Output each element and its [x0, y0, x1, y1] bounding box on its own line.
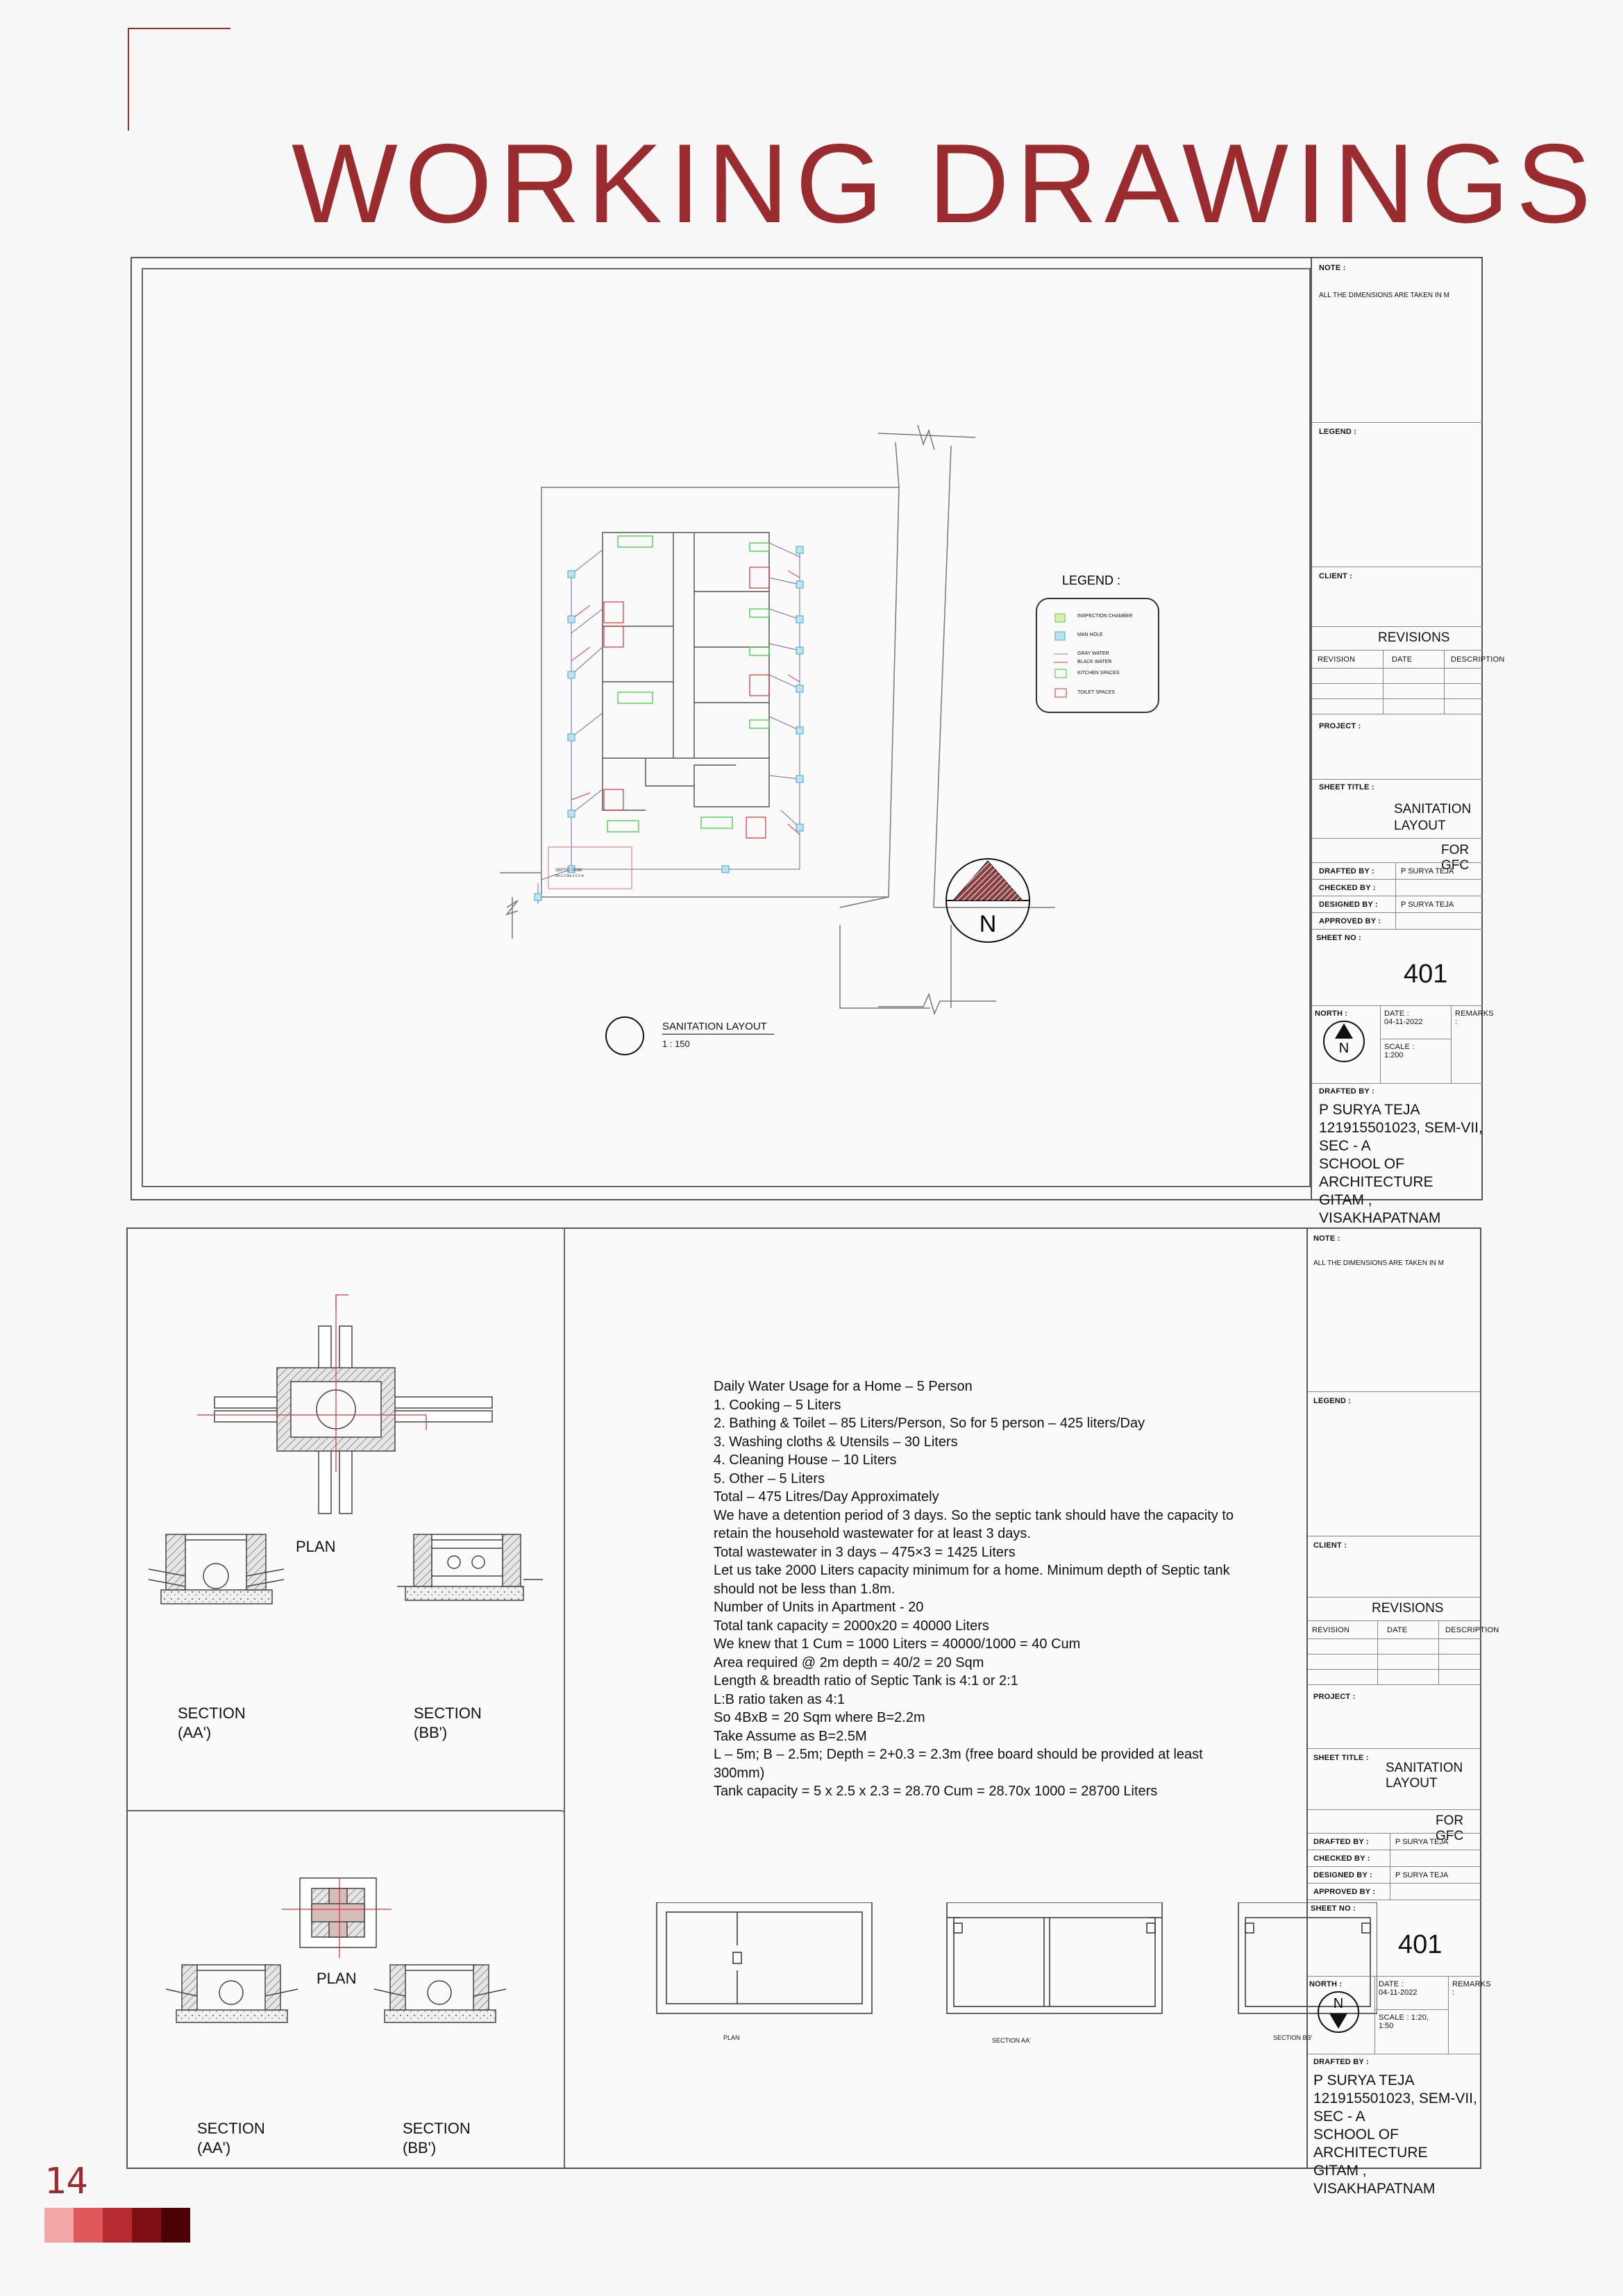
for-gfc-2: FOR GFC	[1436, 1813, 1464, 1843]
scale-label: SCALE :	[1384, 1043, 1415, 1051]
page-number: 14	[44, 2161, 88, 2202]
calc-line: 5. Other – 5 Liters	[714, 1470, 825, 1486]
calc-line: 4. Cleaning House – 10 Liters	[714, 1452, 897, 1468]
title-block-bottom	[1306, 1229, 1499, 2197]
color-swatches	[44, 2208, 190, 2243]
drafted-by-label-b2: DRAFTED BY :	[1313, 2058, 1369, 2066]
student-university-b: GITAM , VISAKHAPATNAM	[1313, 2163, 1436, 2197]
student-name-b: P SURYA TEJA	[1313, 2072, 1415, 2088]
revisions-title-2: REVISIONS	[1372, 1601, 1444, 1616]
designed-by: P SURYA TEJA	[1401, 900, 1454, 909]
lower-plan-label: PLAN	[317, 1970, 357, 1987]
designed-by-b: P SURYA TEJA	[1395, 1871, 1449, 1879]
septic-tank-calculation	[714, 1377, 1241, 1801]
date-value-b: 04-11-2022	[1379, 1988, 1418, 1997]
note-text: ALL THE DIMENSIONS ARE TAKEN IN M	[1319, 292, 1450, 299]
rev-col-description-2: DESCRIPTION	[1445, 1626, 1499, 1634]
top-drawing-sheet	[131, 257, 1505, 1226]
septic-tank-dim: 5m x 2.5m x 2.3 m	[555, 874, 585, 878]
calc-line: L:B ratio taken as 4:1	[714, 1691, 846, 1707]
drafted-by-label: DRAFTED BY :	[1319, 867, 1374, 875]
scale-value-b: 1:50	[1379, 2022, 1394, 2030]
swatch-4	[132, 2208, 161, 2243]
tank-section-bb-label: SECTION BB'	[1273, 2034, 1313, 2041]
date-value: 04-11-2022	[1384, 1018, 1423, 1026]
date-label-b: DATE :	[1379, 1980, 1404, 1988]
client-label: CLIENT :	[1319, 572, 1353, 580]
caption-circle-icon	[604, 1015, 646, 1057]
corner-bracket	[128, 28, 230, 131]
legend-manhole: MAN HOLE	[1077, 632, 1103, 637]
student-info	[1319, 1101, 1483, 1227]
lower-section-bb-label: SECTION (BB')	[403, 2120, 471, 2156]
manhole-drawings-clean	[128, 1229, 562, 2166]
legend-kitchen: KITCHEN SPACES	[1077, 671, 1120, 676]
north-letter: N	[1338, 1041, 1349, 1056]
note-label-2: NOTE :	[1313, 1234, 1340, 1243]
sheet-no-label-b: SHEET NO :	[1311, 1904, 1356, 1913]
septic-tank-drawings	[614, 1902, 1377, 2041]
rev-col-revision: REVISION	[1318, 655, 1356, 664]
calc-line: Length & breadth ratio of Septic Tank is 4:1 or 2:1	[714, 1673, 1018, 1689]
remarks-label-b: REMARKS :	[1452, 1980, 1491, 1997]
student-school: SCHOOL OF ARCHITECTURE	[1319, 1156, 1433, 1190]
checked-by-label: CHECKED BY :	[1319, 884, 1376, 892]
page-title: WORKING DRAWINGS	[292, 121, 1598, 246]
legend-title: LEGEND :	[1062, 573, 1121, 587]
legend-inspection: INSPECTION CHAMBER	[1077, 614, 1133, 619]
approved-by-label-b: APPROVED BY :	[1313, 1888, 1376, 1896]
drawing-caption: SANITATION LAYOUT	[662, 1021, 774, 1034]
designed-by-label: DESIGNED BY :	[1319, 900, 1378, 909]
designed-by-label-b: DESIGNED BY :	[1313, 1871, 1372, 1879]
sheet-no: 401	[1404, 960, 1448, 989]
calc-line: Number of Units in Apartment - 20	[714, 1600, 924, 1615]
sheet-title-label-2: SHEET TITLE :	[1313, 1754, 1369, 1762]
bottom-drawing-sheet	[126, 1227, 1499, 2197]
upper-plan-label: PLAN	[296, 1538, 336, 1555]
date-label: DATE :	[1384, 1009, 1409, 1018]
legend-black: BLACK WATER	[1077, 660, 1112, 664]
calc-line: 2. Bathing & Toilet – 85 Liters/Person, So for 5 person – 425 liters/Day	[714, 1416, 1145, 1431]
student-info-b	[1313, 2072, 1481, 2198]
remarks-label: REMARKS :	[1455, 1009, 1494, 1026]
lower-section-aa-label: SECTION (AA')	[197, 2120, 265, 2156]
legend-label-2: LEGEND :	[1313, 1397, 1352, 1405]
tank-plan-label: PLAN	[723, 2034, 740, 2041]
north-label: NORTH :	[1315, 1009, 1348, 1018]
calc-line: 1. Cooking – 5 Liters	[714, 1397, 841, 1413]
revisions-title: REVISIONS	[1378, 630, 1450, 645]
project-label-2: PROJECT :	[1313, 1693, 1356, 1701]
septic-tank-label: SEPTIC TANK	[555, 869, 582, 873]
sheet-no-label: SHEET NO :	[1316, 934, 1361, 942]
drafted-by-label-2: DRAFTED BY :	[1319, 1087, 1374, 1096]
calc-line: L – 5m; B – 2.5m; Depth = 2+0.3 = 2.3m (free board should be provided at least 300mm)	[714, 1747, 1203, 1781]
title-block	[1311, 258, 1505, 1226]
legend-label: LEGEND :	[1319, 428, 1357, 436]
sheet-title-label: SHEET TITLE :	[1319, 783, 1374, 791]
scale-value: 1:200	[1384, 1051, 1404, 1059]
calc-line: 3. Washing cloths & Utensils – 30 Liters	[714, 1434, 958, 1450]
legend-toilet: TOILET SPACES	[1077, 690, 1116, 695]
rev-col-date-2: DATE	[1387, 1626, 1408, 1634]
north-arrow-icon	[1322, 1019, 1366, 1064]
sheet-no-b: 401	[1398, 1930, 1443, 1959]
swatch-5	[161, 2208, 190, 2243]
calc-line: We knew that 1 Cum = 1000 Liters = 40000/1000 = 40 Cum	[714, 1636, 1081, 1652]
tank-section-aa-label: SECTION AA'	[992, 2037, 1031, 2044]
north-label-b: NORTH :	[1309, 1980, 1343, 1988]
calc-line: Tank capacity = 5 x 2.5 x 2.3 = 28.70 Cum = 28.70x 1000 = 28700 Liters	[714, 1784, 1158, 1799]
drafted-by-label-b: DRAFTED BY :	[1313, 1838, 1369, 1846]
project-label: PROJECT :	[1319, 722, 1361, 730]
swatch-2	[74, 2208, 103, 2243]
checked-by-label-b: CHECKED BY :	[1313, 1854, 1370, 1863]
student-id: 121915501023, SEM-VII, SEC - A	[1319, 1120, 1483, 1154]
calc-line: Total – 475 Litres/Day Approximately	[714, 1489, 939, 1505]
calc-line: Area required @ 2m depth = 40/2 = 20 Sqm	[714, 1654, 984, 1670]
calc-line: Let us take 2000 Liters capacity minimum for a home. Minimum depth of Septic tank should not be less than 1.8m.	[714, 1563, 1230, 1597]
north-symbol	[946, 859, 1029, 942]
calc-line: We have a detention period of 3 days. So the septic tank should have the capacity to retain the household wastewater for at least 3 days.	[714, 1507, 1234, 1541]
calc-line: So 4BxB = 20 Sqm where B=2.2m	[714, 1710, 925, 1725]
client-label-2: CLIENT :	[1313, 1541, 1347, 1550]
legend-gray: GRAY WATER	[1077, 651, 1109, 656]
approved-by-label: APPROVED BY :	[1319, 917, 1381, 925]
student-name: P SURYA TEJA	[1319, 1102, 1420, 1118]
student-school-b: SCHOOL OF ARCHITECTURE	[1313, 2127, 1428, 2161]
calc-line: Daily Water Usage for a Home – 5 Person	[714, 1379, 973, 1394]
swatch-1	[44, 2208, 74, 2243]
sheet-title-2: SANITATION LAYOUT	[1386, 1761, 1463, 1791]
rev-col-description: DESCRIPTION	[1451, 655, 1505, 664]
calc-line: Total wastewater in 3 days – 475×3 = 1425 Liters	[714, 1544, 1016, 1560]
north-arrow-icon-down	[1316, 1990, 1361, 2034]
sanitation-layout-drawing	[132, 258, 1305, 1189]
svg-text:N: N	[1333, 1996, 1344, 2011]
drafted-by-b: P SURYA TEJA	[1395, 1838, 1449, 1846]
sheet-title: SANITATION LAYOUT	[1394, 802, 1472, 833]
drafted-by: P SURYA TEJA	[1401, 867, 1454, 875]
drawing-caption-scale: 1 : 150	[662, 1039, 690, 1049]
north-letter-large: N	[979, 911, 997, 937]
calc-line: Take Assume as B=2.5M	[714, 1728, 867, 1744]
student-id-b: 121915501023, SEM-VII, SEC - A	[1313, 2090, 1477, 2125]
rev-col-date: DATE	[1392, 655, 1413, 664]
swatch-3	[103, 2208, 132, 2243]
rev-col-revision-2: REVISION	[1312, 1626, 1350, 1634]
scale-label-b: SCALE : 1:20,	[1379, 2013, 1429, 2022]
calc-line: Total tank capacity = 2000x20 = 40000 Liters	[714, 1618, 989, 1634]
upper-section-aa-label: SECTION (AA')	[178, 1704, 246, 1741]
note-label: NOTE :	[1319, 264, 1346, 272]
upper-section-bb-label: SECTION (BB')	[414, 1704, 482, 1741]
note-text-2: ALL THE DIMENSIONS ARE TAKEN IN M	[1313, 1259, 1445, 1267]
student-university: GITAM , VISAKHAPATNAM	[1319, 1192, 1441, 1226]
for-gfc: FOR GFC	[1441, 843, 1470, 873]
